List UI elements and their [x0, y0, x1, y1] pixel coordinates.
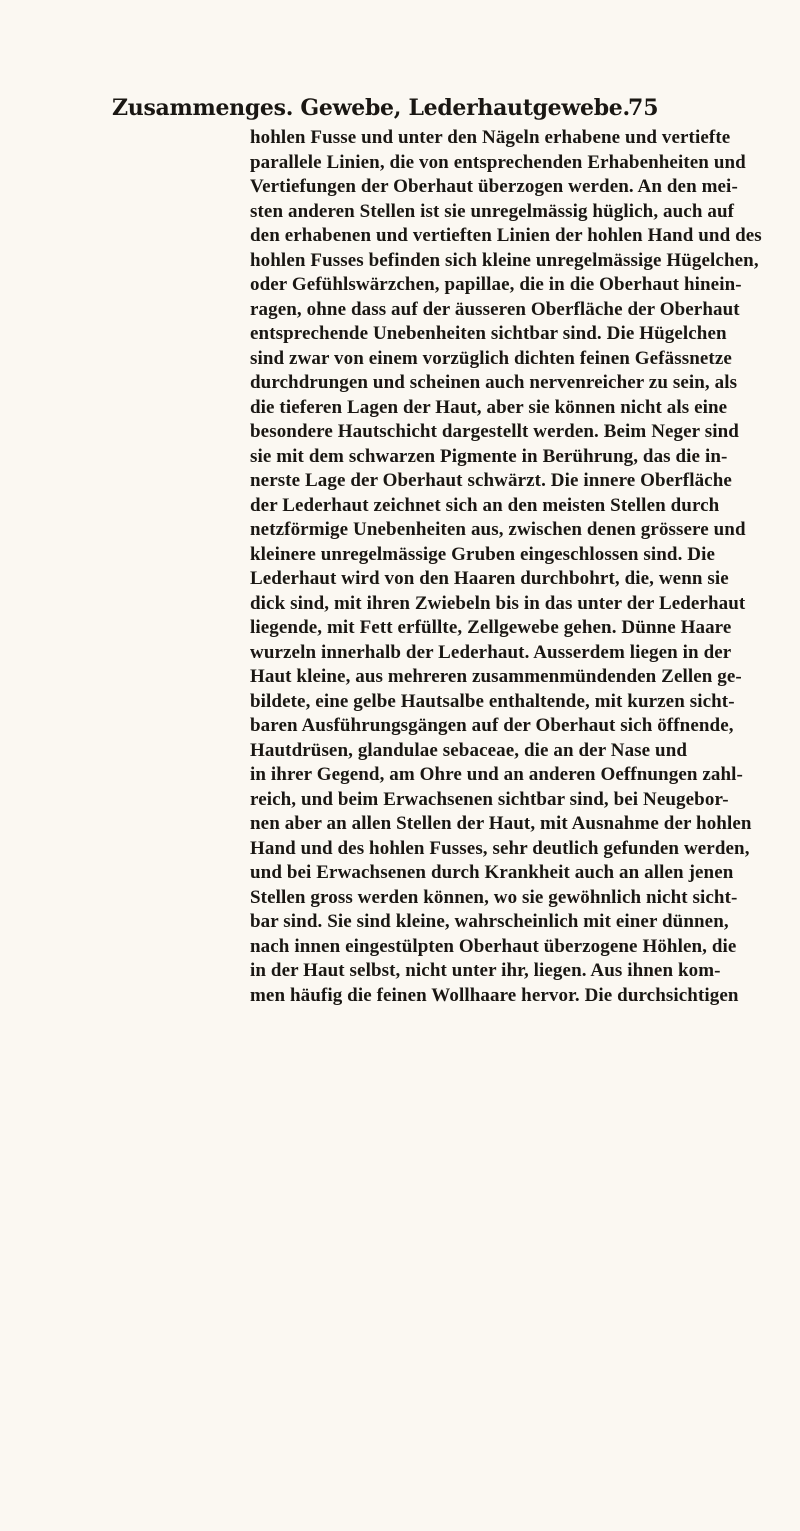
text-line: Stellen gross werden können, wo sie gewöhnlich nicht sicht- — [250, 886, 738, 908]
text-line: nerste Lage der Oberhaut schwärzt. Die innere Oberfläche — [250, 470, 732, 491]
text-line: reich, und beim Erwachsenen sichtbar sind, bei Neugebor- — [250, 788, 729, 810]
text-line: liegende, mit Fett erfüllte, Zellgewebe gehen. Dünne Haare — [250, 617, 732, 638]
text-line: sie mit dem schwarzen Pigmente in Berührung, das die in- — [250, 445, 728, 467]
running-title: Zusammenges. Gewebe, Lederhautgewebe. — [112, 95, 630, 121]
text-line: Hand und des hohlen Fusses, sehr deutlich gefunden werden, — [250, 837, 750, 859]
text-line: besondere Hautschicht dargestellt werden. Beim Neger sind — [250, 421, 739, 442]
text-line: hohlen Fusse und unter den Nägeln erhabene und vertiefte — [250, 127, 731, 148]
text-line: in der Haut selbst, nicht unter ihr, liegen. Aus ihnen kom- — [250, 960, 721, 981]
text-line: durchdrungen und scheinen auch nervenreicher zu sein, als — [250, 372, 738, 393]
text-line: nach innen eingestülpten Oberhaut überzogene Höhlen, die — [250, 935, 737, 957]
text-line: nen aber an allen Stellen der Haut, mit Ausnahme der hohlen — [250, 813, 752, 834]
text-line: sind zwar von einem vorzüglich dichten feinen Gefässnetze — [250, 347, 732, 369]
text-line: parallele Linien, die von entsprechenden Erhabenheiten und — [250, 151, 746, 173]
text-line: die tieferen Lagen der Haut, aber sie können nicht als eine — [250, 396, 728, 418]
text-line: men häufig die feinen Wollhaare hervor. Die durchsichtigen — [250, 984, 739, 1006]
text-line: den erhabenen und vertieften Linien der hohlen Hand und des — [250, 225, 762, 246]
body-text — [250, 126, 762, 1008]
text-line: wurzeln innerhalb der Lederhaut. Ausserdem liegen in der — [250, 641, 732, 663]
text-line: Hautdrüsen, glandulae sebaceae, die an der Nase und — [250, 739, 688, 761]
page-header — [60, 95, 660, 125]
text-line: ragen, ohne dass auf der äusseren Oberfläche der Oberhaut — [250, 298, 740, 320]
page-number: 75 — [628, 95, 659, 121]
text-line: baren Ausführungsgängen auf der Oberhaut sich öffnende, — [250, 715, 734, 736]
text-line: bildete, eine gelbe Hautsalbe enthaltende, mit kurzen sicht- — [250, 690, 735, 712]
text-line: sten anderen Stellen ist sie unregelmässig hüglich, auch auf — [250, 200, 735, 222]
text-line: bar sind. Sie sind kleine, wahrscheinlich mit einer dünnen, — [250, 911, 729, 932]
text-line: oder Gefühlswärzchen, papillae, die in die Oberhaut hinein- — [250, 274, 742, 295]
text-line: der Lederhaut zeichnet sich an den meisten Stellen durch — [250, 494, 720, 516]
text-line: netzförmige Unebenheiten aus, zwischen denen grössere und — [250, 519, 746, 540]
text-line: Haut kleine, aus mehreren zusammenmündenden Zellen ge- — [250, 666, 742, 687]
text-line: kleinere unregelmässige Gruben eingeschlossen sind. Die — [250, 543, 716, 565]
text-line: Lederhaut wird von den Haaren durchbohrt, die, wenn sie — [250, 568, 729, 589]
text-line: in ihrer Gegend, am Ohre und an anderen Oeffnungen zahl- — [250, 764, 743, 785]
text-line: und bei Erwachsenen durch Krankheit auch an allen jenen — [250, 862, 734, 883]
text-line: hohlen Fusses befinden sich kleine unregelmässige Hügelchen, — [250, 249, 759, 271]
text-line: Vertiefungen der Oberhaut überzogen werden. An den mei- — [250, 176, 738, 197]
text-line: entsprechende Unebenheiten sichtbar sind. Die Hügelchen — [250, 323, 727, 344]
text-line: dick sind, mit ihren Zwiebeln bis in das unter der Lederhaut — [250, 592, 746, 614]
